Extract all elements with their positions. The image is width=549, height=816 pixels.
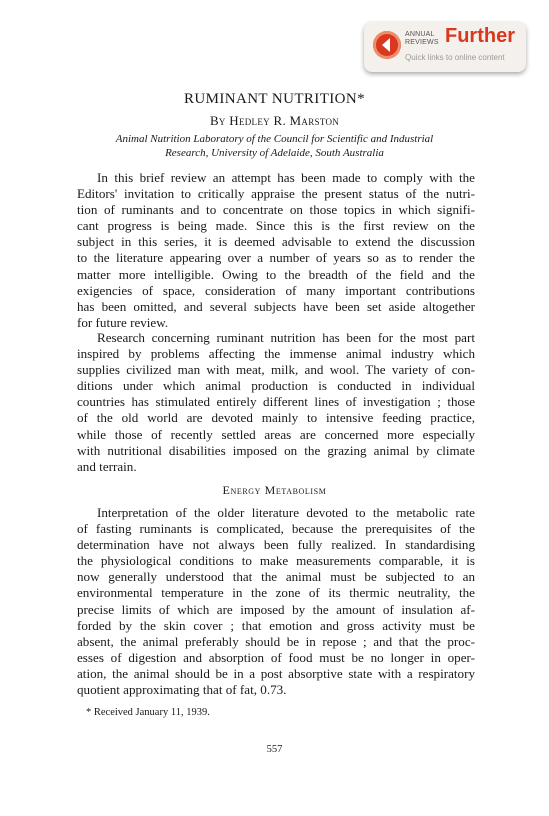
text-line: cant progress is being made. Since this is the first review on the — [77, 218, 475, 234]
paragraph-introduction — [77, 170, 475, 331]
quick-links-label: Quick links to online content — [405, 53, 505, 62]
text-line: quotient approximating that of fat, 0.73. — [77, 682, 287, 698]
annual-reviews-label: ANNUAL REVIEWS — [405, 31, 439, 46]
affiliation-line: Animal Nutrition Laboratory of the Council for Scientific and Industrial — [115, 133, 434, 145]
text-line: matter more intelligible. Owing to the breadth of the field and the — [77, 266, 475, 282]
text-line: for future review. — [77, 314, 169, 330]
text-line: environmental temperature in the zone of its thermic neutrality, the — [77, 585, 475, 601]
paragraph-research — [77, 330, 475, 475]
text-line: ation, the animal should be in a post absorptive state with a respiratory — [77, 665, 475, 681]
text-line: supplies civilized man with meat, milk, and wool. The variety of con- — [77, 362, 475, 378]
text-line: now generally understood that the animal must be subjected to an — [77, 569, 475, 585]
text-line: Interpretation of the older literature devoted to the metabolic rate — [97, 505, 475, 520]
affiliation-line: Research, University of Adelaide, South Australia — [165, 147, 384, 159]
text-line: Research concerning ruminant nutrition has been for the most part — [97, 330, 475, 345]
text-line: has been omitted, and several subjects have been set aside altogether — [77, 298, 475, 314]
text-line: with nutritional disabilities imposed on the grazing animal by climate — [77, 442, 475, 458]
play-arrow-icon — [373, 31, 401, 59]
text-line: Editors' invitation to critically appraise the present status of the nutri- — [77, 186, 475, 202]
text-line: determination have not always been fully realized. In standardising — [77, 537, 475, 553]
text-line: of fasting ruminants is complicated, because the prerequisites of the — [77, 521, 475, 537]
text-line: In this brief review an attempt has been made to comply with the — [97, 170, 475, 185]
text-line: subject in this series, it is deemed advisable to extend the discussion — [77, 234, 475, 250]
text-line: while those of recently settled areas are concerned more especially — [77, 426, 475, 442]
text-line: exigencies of space, consideration of many important contributions — [77, 282, 475, 298]
further-title: Further — [445, 25, 515, 47]
text-line: countries has stimulated entirely different lines of investigation ; those — [77, 394, 475, 410]
text-line: tion of ruminants and to concentrate on those topics in which signifi- — [77, 202, 475, 218]
page-number: 557 — [266, 744, 283, 755]
text-line: precise limits of which are imposed by the amount of insulation af- — [77, 601, 475, 617]
further-badge[interactable] — [364, 22, 526, 72]
text-line: esses of digestion and absorption of food must be no longer in oper- — [77, 649, 475, 665]
article-title: RUMINANT NUTRITION* — [183, 91, 366, 107]
text-line: absent, the animal preferably should be in repose ; and that the proc- — [77, 633, 475, 649]
footnote: * Received January 11, 1939. — [86, 707, 210, 718]
section-heading: Energy Metabolism — [222, 483, 327, 497]
text-line: the physiological conditions to make measurements comparable, it is — [77, 553, 475, 569]
text-line: and terrain. — [77, 458, 137, 474]
text-line: inspired by problems affecting the immense animal industry which — [77, 346, 475, 362]
text-line: forded by the skin cover ; that emotion and gross activity must be — [77, 617, 475, 633]
text-line: to the literature appearing over a number of years so as to render the — [77, 250, 475, 266]
text-line: of the old world are devoted mainly to intensive feeding practice, — [77, 410, 475, 426]
author-byline: By Hedley R. Marston — [209, 113, 340, 128]
text-line: ditions under which animal production is conducted in individual — [77, 378, 475, 394]
paragraph-energy-metabolism — [77, 505, 475, 698]
